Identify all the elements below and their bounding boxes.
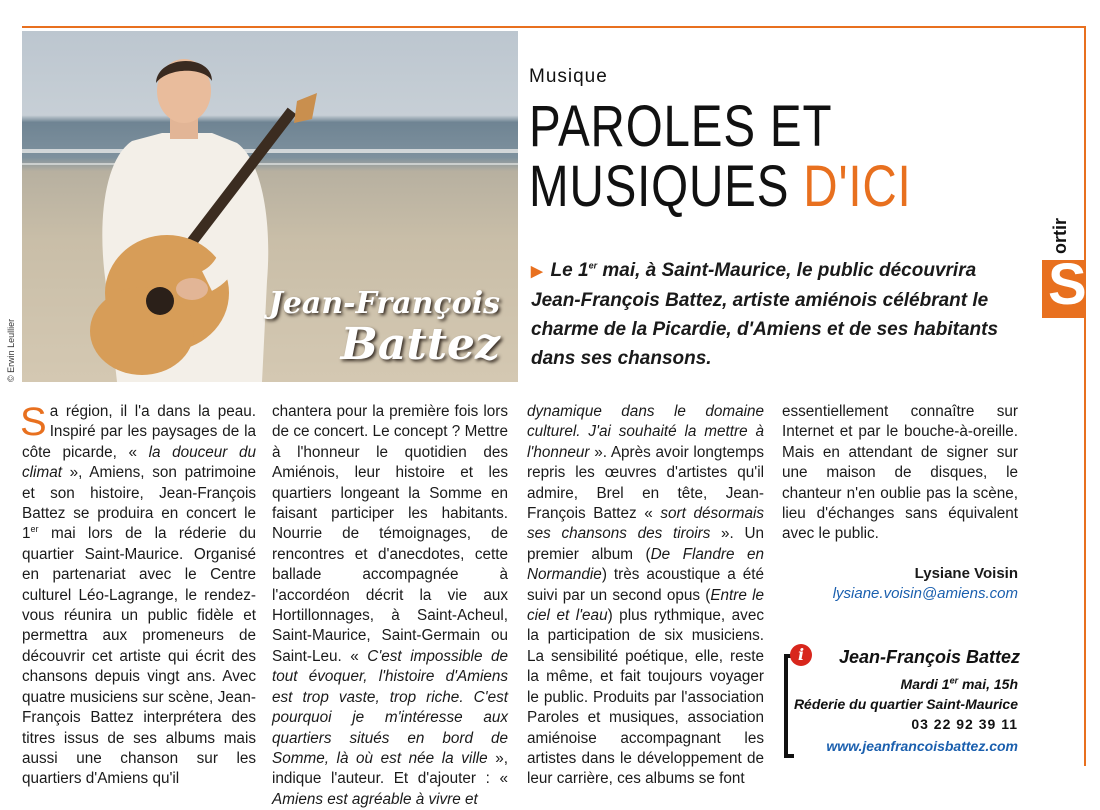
photo-caption-lastname: Battez (340, 319, 500, 370)
col3-quote-2: sort désormais ses chansons des tiroirs (527, 505, 765, 543)
article-column-1 (22, 402, 256, 790)
col3-quote-1: dynamique dans le domaine culturel. J'ai souhaité la mettre à l'honneur (527, 403, 764, 461)
rubric-letter: S (1048, 252, 1087, 317)
col2-text-a: chantera pour la première fois lors de ce concert. Le concept ? Mettre à l'honneur le quotidien des Amiénois, leur histoire et les quartiers longeant la Somme en faisant participer les habitants. Nourrie de témoignages, de rencontres et d'anecdotes, cette ballade accompagnée à l'accordéon décrit la vie aux Hortillonnages, à Saint-Acheul, Saint-Maurice, Saint-Germain ou Saint-Leu. « (272, 403, 508, 665)
col3-text-a: ». Après avoir longtemps repris les œuvres d'artistes qu'il admire, Brel en tête, Jean-François Battez « (527, 443, 764, 523)
col1-text-b: », Amiens, son patrimoine et son histoire, Jean-François Battez se produira en concert le 1 (22, 464, 256, 543)
lede-superscript: er (588, 260, 598, 271)
section-label: Musique (529, 66, 608, 87)
col1-text-c: mai lors de la réderie du quartier Saint-Maurice. Organisé en partenariat avec le Centre culturel Léo-Lagrange, le rendez-vous réunira un public fidèle et permettra aux promeneurs de découvrir cet artiste qui écrit des chansons depuis vingt ans. Avec quatre musiciens sur scène, Jean-François Battez interprétera des titres issus de ses albums mais aussi une chanson sur les quartiers d'Amiens qu'il (22, 525, 256, 788)
col1-superscript: er (30, 524, 39, 535)
article-column-2 (272, 402, 508, 810)
col3-text-c: ) très acoustique a été suivi par un second opus ( (527, 566, 764, 604)
col3-text-d: ) plus rythmique, avec la participation de six musiciens. La sensibilité poétique, elle, reste la même, et fait toujours voyager le public. Produits par l'association Paroles et musiques, association amiénoise accompagnant les artistes dans le développement de leur carrière, ces albums se font (527, 607, 764, 788)
rubric-sortir (1040, 182, 1086, 318)
col1-text-a: a région, il l'a dans la peau. Inspiré par les paysages de la côte picarde, « (22, 403, 256, 461)
artist-photo (22, 31, 518, 382)
triangle-bullet-icon: ▶ (531, 263, 543, 280)
headline-line1: PAROLES ET (529, 94, 833, 159)
info-phone: 03 22 92 39 11 (911, 716, 1018, 732)
info-date-a: Mardi 1 (900, 676, 950, 692)
author-signature (782, 564, 1018, 604)
info-website-link[interactable]: www.jeanfrancoisbattez.com (826, 738, 1018, 754)
headline-line2: MUSIQUES (529, 154, 804, 219)
photo-caption-firstname: Jean-François (268, 286, 500, 321)
author-email-link[interactable]: lysiane.voisin@amiens.com (832, 585, 1018, 602)
info-icon: i (790, 644, 812, 666)
col1-quote: la douceur du climat (22, 443, 257, 482)
col3-text-b: ». Un premier album ( (527, 525, 765, 563)
article-column-3 (527, 402, 764, 790)
col2-text-b: », indique l'auteur. Et d'ajouter : « (272, 749, 508, 788)
author-name: Lysiane Voisin (914, 565, 1018, 582)
photo-credit: © Erwin Leullier (6, 318, 16, 382)
lede-text-b: mai, à Saint-Maurice, le public découvrira Jean-François Battez, artiste amiénois célébrant le charme de la Picardie, d'Amiens et de ses habitants dans ses chansons. (531, 260, 999, 369)
lede-text-a: Le 1 (550, 260, 589, 281)
info-date (788, 676, 1018, 692)
col4-text: essentiellement connaître sur Internet et par le bouche-à-oreille. Mais en attendant de signer sur une maison de disques, le chanteur n'en oublie pas la scène, lieu d'échanges sans équivalent avec le public. (782, 403, 1018, 543)
info-place: Réderie du quartier Saint-Maurice (793, 696, 1018, 712)
col2-quote-2: Amiens est agréable à vivre et (272, 790, 478, 808)
rubric-word: ortir (1050, 218, 1070, 254)
info-date-b: mai, 15h (958, 676, 1018, 692)
article-lede (531, 256, 1021, 373)
article-headline (529, 94, 912, 219)
event-info-box (782, 644, 1022, 768)
info-title: Jean-François Battez (838, 647, 1020, 667)
right-orange-rule (1084, 26, 1086, 766)
article-column-4 (782, 402, 1018, 545)
col2-quote-1: C'est impossible de tout évoquer, l'histoire d'Amiens est trop vaste, trop riche. C'est pourquoi je m'intéresse aux quartiers situés en bord de Somme, là où est née la ville (272, 647, 508, 767)
col3-album-2: Entre le ciel et l'eau (527, 586, 764, 625)
col3-album-1: De Flandre en Normandie (527, 545, 765, 584)
info-date-superscript: er (949, 675, 959, 686)
headline-accent: D'ICI (803, 154, 912, 219)
drop-cap: S (20, 400, 47, 444)
photo-caption (268, 286, 500, 370)
top-orange-rule (22, 26, 1084, 28)
